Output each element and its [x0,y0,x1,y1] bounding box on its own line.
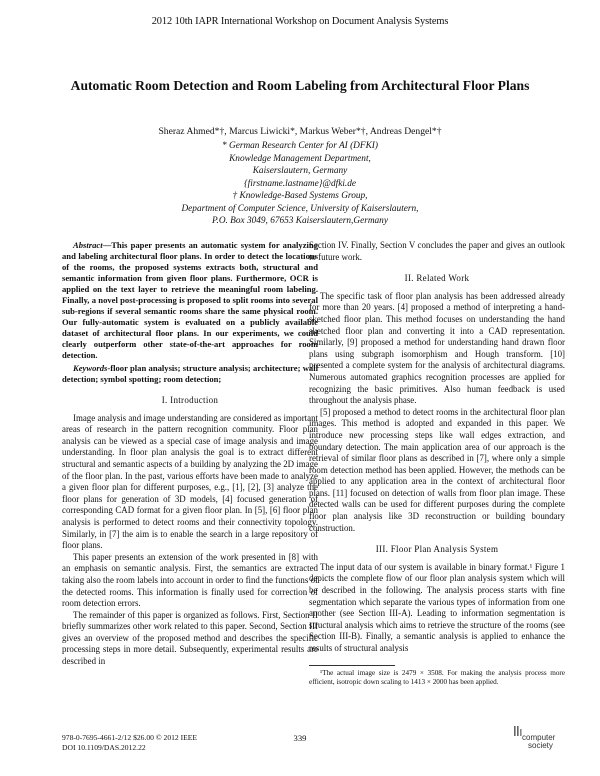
related-paragraph-2: [5] proposed a method to detect rooms in the architectural floor plan images. This method is adopted and expanded in this paper. We introduce new processing steps like wall edges extraction, and boundary detection. The main application area of our approach is the retrieval of similar floor plans as described in [7], where only a simple room detection method has been applied. However, the methods can be applied to any application area in the context of architectural floor plans. [11] focused on detection of walls from floor plan image. These detected walls can be used for different purposes during the complete floor plan analysis like 3D reconstruction or building boundary construction. [309,406,565,533]
right-column [309,240,565,687]
keywords-label: Keywords [73,363,108,373]
intro-paragraph-2: This paper presents an extension of the work presented in [8] with an emphasis on semantic analysis. First, the semantics are extracted taking also the room labels into account in order to find the functions of the detected rooms. This information is finally used for correction of room detection errors. [62,551,318,609]
abstract-label: Abstract [73,240,103,250]
abstract-text: —This paper presents an automatic system for analyzing and labeling architectural floor plans. In order to detect the locations of the rooms, the proposed systems extracts both, structural and semantic information from given floor plans. Furthermore, OCR is applied on the text layer to retrieve the meaningful room labeling. Finally, a novel post-processing is proposed to split rooms into several sub-regions if several semantic rooms share the same physical room. Our fully-automatic system is evaluated on a publicly available dataset of architectural floor plans. In our experiments, we could clearly outperform other state-of-the-art approaches for room detection. [62,240,318,360]
section-heading-related-work: II. Related Work [404,273,470,284]
affiliation-line-6: Department of Computer Science, University of Kaiserslautern, [181,203,419,214]
keywords-text: -floor plan analysis; structure analysis; architecture; wall detection; symbol spotting; room detection; [62,363,318,384]
footer-doi: DOI 10.1109/DAS.2012.22 [62,743,146,752]
intro-paragraph-1: Image analysis and image understanding are considered as important areas of research in the pattern recognition community. Floor plan analysis can be viewed as a special case of image analysis and image understanding. In floor plan analysis the goal is to extract different structural and semantic aspects of a building by analyzing the 2D image of the floor plan. In the past, various efforts have been made to analyze a given floor plan for different purposes, e.g., [1], [2], [3] analyze the floor plans for generation of 3D models, [4] focused generation of corresponding CAD format for a given floor plan. In [5], [6] floor plan analysis is performed to detect rooms and their connectivity topology. Similarly, in [7] the aim is to enable the search in a large repository of floor plans. [62,412,318,551]
footnote: ¹The actual image size is 2479 × 3508. For making the analysis process more efficient, isotropic down scaling to 1413 × 2000 has been applied. [309,668,565,686]
affiliation-line-2: Knowledge Management Department, [229,153,371,164]
conference-header: 2012 10th IAPR International Workshop on Document Analysis Systems [151,16,449,27]
page-number: 339 [293,733,307,743]
keywords [62,363,318,385]
footnote-rule [309,665,395,666]
system-paragraph-1: The input data of our system is available in binary format.¹ Figure 1 depicts the complete flow of our floor plan analysis system which will be described in the following. The analysis process starts with fine segmentation which separate the various types of information from one another (see Section III-A). Leading to information segmentation is structural analysis which aims to retrieve the structure of the rooms (see Section III-B). Finally, a semantic analysis is applied to enhance the results of structural analysis [309,561,565,653]
intro-continuation: Section IV. Finally, Section V concludes the paper and gives an outlook to future work. [309,240,565,262]
affiliation-email: {firstname.lastname}@dfki.de [243,178,357,189]
footer-isbn: 978-0-7695-4661-2/12 $26.00 © 2012 IEEE [62,733,198,742]
paper-title: Automatic Room Detection and Room Labeling from Architectural Floor Plans [70,78,530,93]
affiliation-line-3: Kaiserslautern, Germany [252,166,348,176]
paper-authors: Sheraz Ahmed*†, Marcus Liwicki*, Markus Weber*†, Andreas Dengel*† [158,126,442,137]
intro-paragraph-3: The remainder of this paper is organized as follows. First, Section II briefly summarizes other work related to this paper. Second, Section III gives an overview of the proposed method and describes the specific processing steps in more detail. Subsequently, experimental results are described in [62,609,318,667]
related-paragraph-1: The specific task of floor plan analysis has been addressed already for more than 20 years. [4] proposed a method of interpreting a hand-sketched floor plan. This method focuses on understanding the hand sketched floor plan and converting it into a CAD representation. Similarly, [9] proposed a method for understanding hand drawn floor plans using subgraph isomorphism and Hough transform. [10] presented a complete system for the analysis of architectural diagrams. Numerous automated graphics recognition processes are applied for recognizing the basic primitives. Also human feedback is used throughout the analysis phase. [309,290,565,406]
ieee-computer-society-logo [512,724,570,756]
abstract [62,240,318,361]
affiliation-line-5: † Knowledge-Based Systems Group, [232,191,368,201]
left-column [62,240,318,668]
logo-text-top: computer [522,733,556,742]
affiliation-line-1: * German Research Center for AI (DFKI) [222,141,378,151]
affiliation-line-7: P.O. Box 3049, 67653 Kaiserslautern,Germany [212,216,388,226]
logo-text-bottom: society [528,741,553,750]
section-heading-introduction: I. Introduction [161,395,219,405]
section-heading-system: III. Floor Plan Analysis System [375,544,499,555]
